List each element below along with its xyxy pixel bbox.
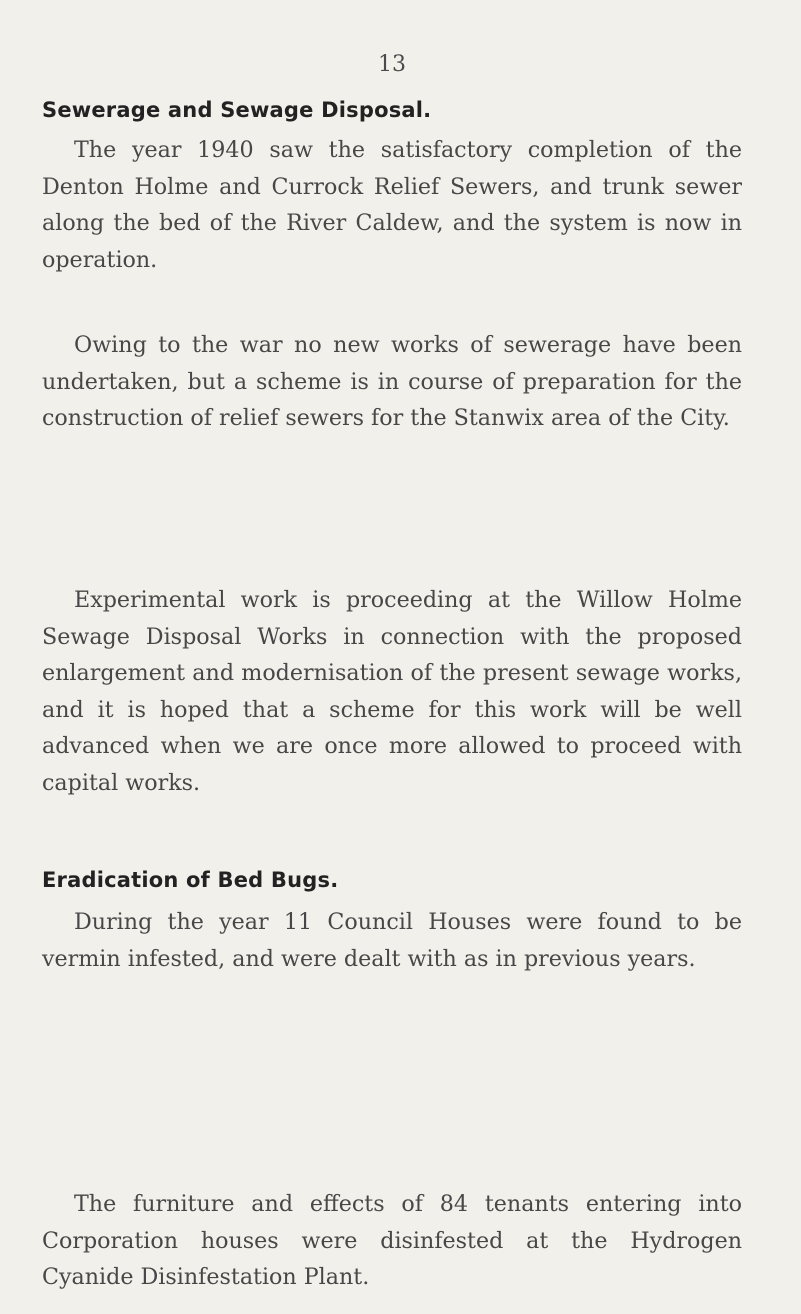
paragraph-war-works: Owing to the war no new works of sewerage have been undertaken, but a scheme is in course of preparation for the construction of relief sewers for the Stanwix area of the City. [42,332,742,431]
paragraph-willow-holme: Experimental work is proceeding at the Willow Holme Sewage Disposal Works in connection with the proposed enlargement and modernisation of the present sewage works, and it is hoped that a scheme for this work will be well advanced when we are once more allowed to proceed with capital works. [42,587,742,796]
paragraph-council-houses: During the year 11 Council Houses were found to be vermin infested, and were dealt with as in previous years. [42,909,742,972]
section-heading-sewerage: Sewerage and Sewage Disposal. [42,98,432,122]
paragraph-sewerage-completion: The year 1940 saw the satisfactory completion of the Denton Holme and Currock Relief Sewers, and trunk sewer along the bed of the River Caldew, and the system is now in operation. [42,137,742,273]
page-number: 13 [378,52,406,77]
paragraph-disinfestation: The furniture and effects of 84 tenants entering into Corporation houses were disinfested at the Hydrogen Cyanide Disinfestation Plant. [42,1191,742,1290]
section-heading-bed-bugs: Eradication of Bed Bugs. [42,868,339,892]
